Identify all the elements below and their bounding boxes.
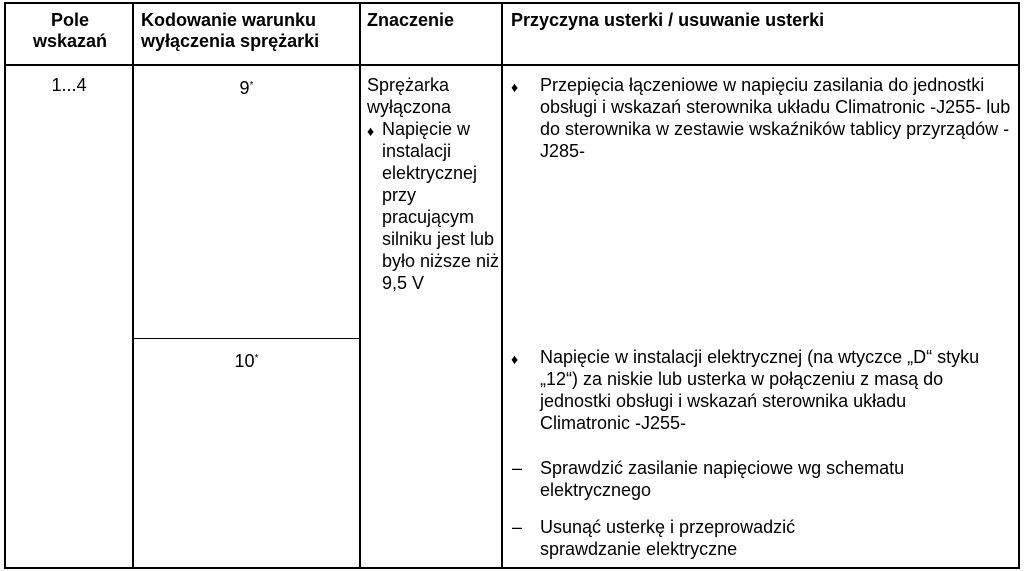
table-border-bottom (4, 567, 1020, 569)
header-divider (4, 64, 1020, 66)
header-meaning: Znaczenie (367, 10, 455, 30)
code-10-value: 10 (234, 351, 255, 371)
code-9-value: 9 (239, 78, 250, 98)
cause-2-bullet-icon: ♦ (511, 351, 519, 367)
cause-1-text: Przepięcia łączeniowe w napięciu zasilania do jednostki obsługi i wskazań sterownika układu Climatronic -J255- lub do sterownika w zestawie wskaźników tablicy przyrządów -J285- (540, 75, 1011, 161)
table-border-right (1018, 2, 1020, 569)
fix-1-text: Sprawdzić zasilanie napięciowe wg schematu elektrycznego (540, 458, 905, 500)
cause-1-bullet-icon: ♦ (511, 79, 519, 95)
code-row-divider (132, 338, 361, 339)
fix-1-dash-icon: – (512, 458, 523, 478)
code-10 (136, 350, 357, 372)
cause-2-text: Napięcie w instalacji elektrycznej (na wtyczce „D“ styku „12“) za niskie lub usterka w połączeniu z masą do jednostki obsługi i wskazań sterownika układu Climatronic -J255- (540, 347, 980, 433)
col-divider-1 (132, 2, 134, 569)
code-9-mark: * (249, 80, 254, 91)
meaning-bullet-icon: ♦ (367, 123, 375, 139)
field-value: 1...4 (51, 75, 87, 95)
table-border-top (4, 2, 1020, 4)
meaning-bullet-text: Napięcie w instalacji elektrycznej przy pracującym silniku jest lub było niższe niż 9,5 V (382, 119, 500, 293)
code-9 (136, 77, 357, 99)
col-divider-2 (359, 2, 361, 569)
header-code: Kodowanie warunku wyłączenia sprężarki (141, 10, 320, 51)
fix-2-text: Usunąć usterkę i przeprowadzić sprawdzanie elektryczne (540, 517, 796, 559)
col-divider-3 (501, 2, 503, 569)
header-cause: Przyczyna usterki / usuwanie usterki (511, 10, 825, 30)
code-10-mark: * (254, 353, 259, 364)
meaning-title: Sprężarka wyłączona (367, 75, 452, 117)
header-field: Pole wskazań (32, 10, 108, 51)
fix-2-dash-icon: – (512, 517, 523, 537)
table-border-left (4, 2, 6, 569)
